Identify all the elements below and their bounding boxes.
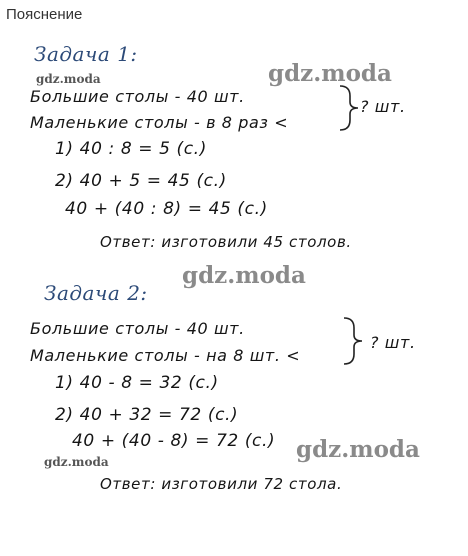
task2-title: Задача 2: [44, 281, 148, 305]
task2-expression: 40 + (40 - 8) = 72 (с.) [72, 431, 276, 451]
task2-step2: 2) 40 + 32 = 72 (с.) [55, 405, 239, 425]
task1-line-big: Большие столы - 40 шт. [30, 87, 245, 106]
task1-line-small: Маленькие столы - в 8 раз < [30, 113, 289, 132]
brace-icon [340, 316, 370, 366]
task1-answer: Ответ: изготовили 45 столов. [100, 233, 352, 251]
task2-step1: 1) 40 - 8 = 32 (с.) [55, 373, 219, 393]
watermark-large: gdz.moda [182, 262, 306, 289]
task1-step1: 1) 40 : 8 = 5 (с.) [55, 139, 207, 159]
task1-title: Задача 1: [34, 42, 138, 66]
watermark-small: gdz.moda [36, 72, 101, 86]
task1-step2: 2) 40 + 5 = 45 (с.) [55, 171, 227, 191]
task2-line-small: Маленькие столы - на 8 шт. < [30, 346, 301, 365]
page-title: Пояснение [6, 6, 83, 23]
task2-line-big: Большие столы - 40 шт. [30, 319, 245, 338]
watermark-large: gdz.moda [296, 436, 420, 463]
task2-answer: Ответ: изготовили 72 стола. [100, 475, 343, 493]
task1-expression: 40 + (40 : 8) = 45 (с.) [65, 199, 268, 219]
task2-question: ? шт. [370, 333, 416, 352]
task1-question: ? шт. [360, 97, 406, 116]
watermark-large: gdz.moda [268, 60, 392, 87]
watermark-small: gdz.moda [44, 455, 109, 469]
